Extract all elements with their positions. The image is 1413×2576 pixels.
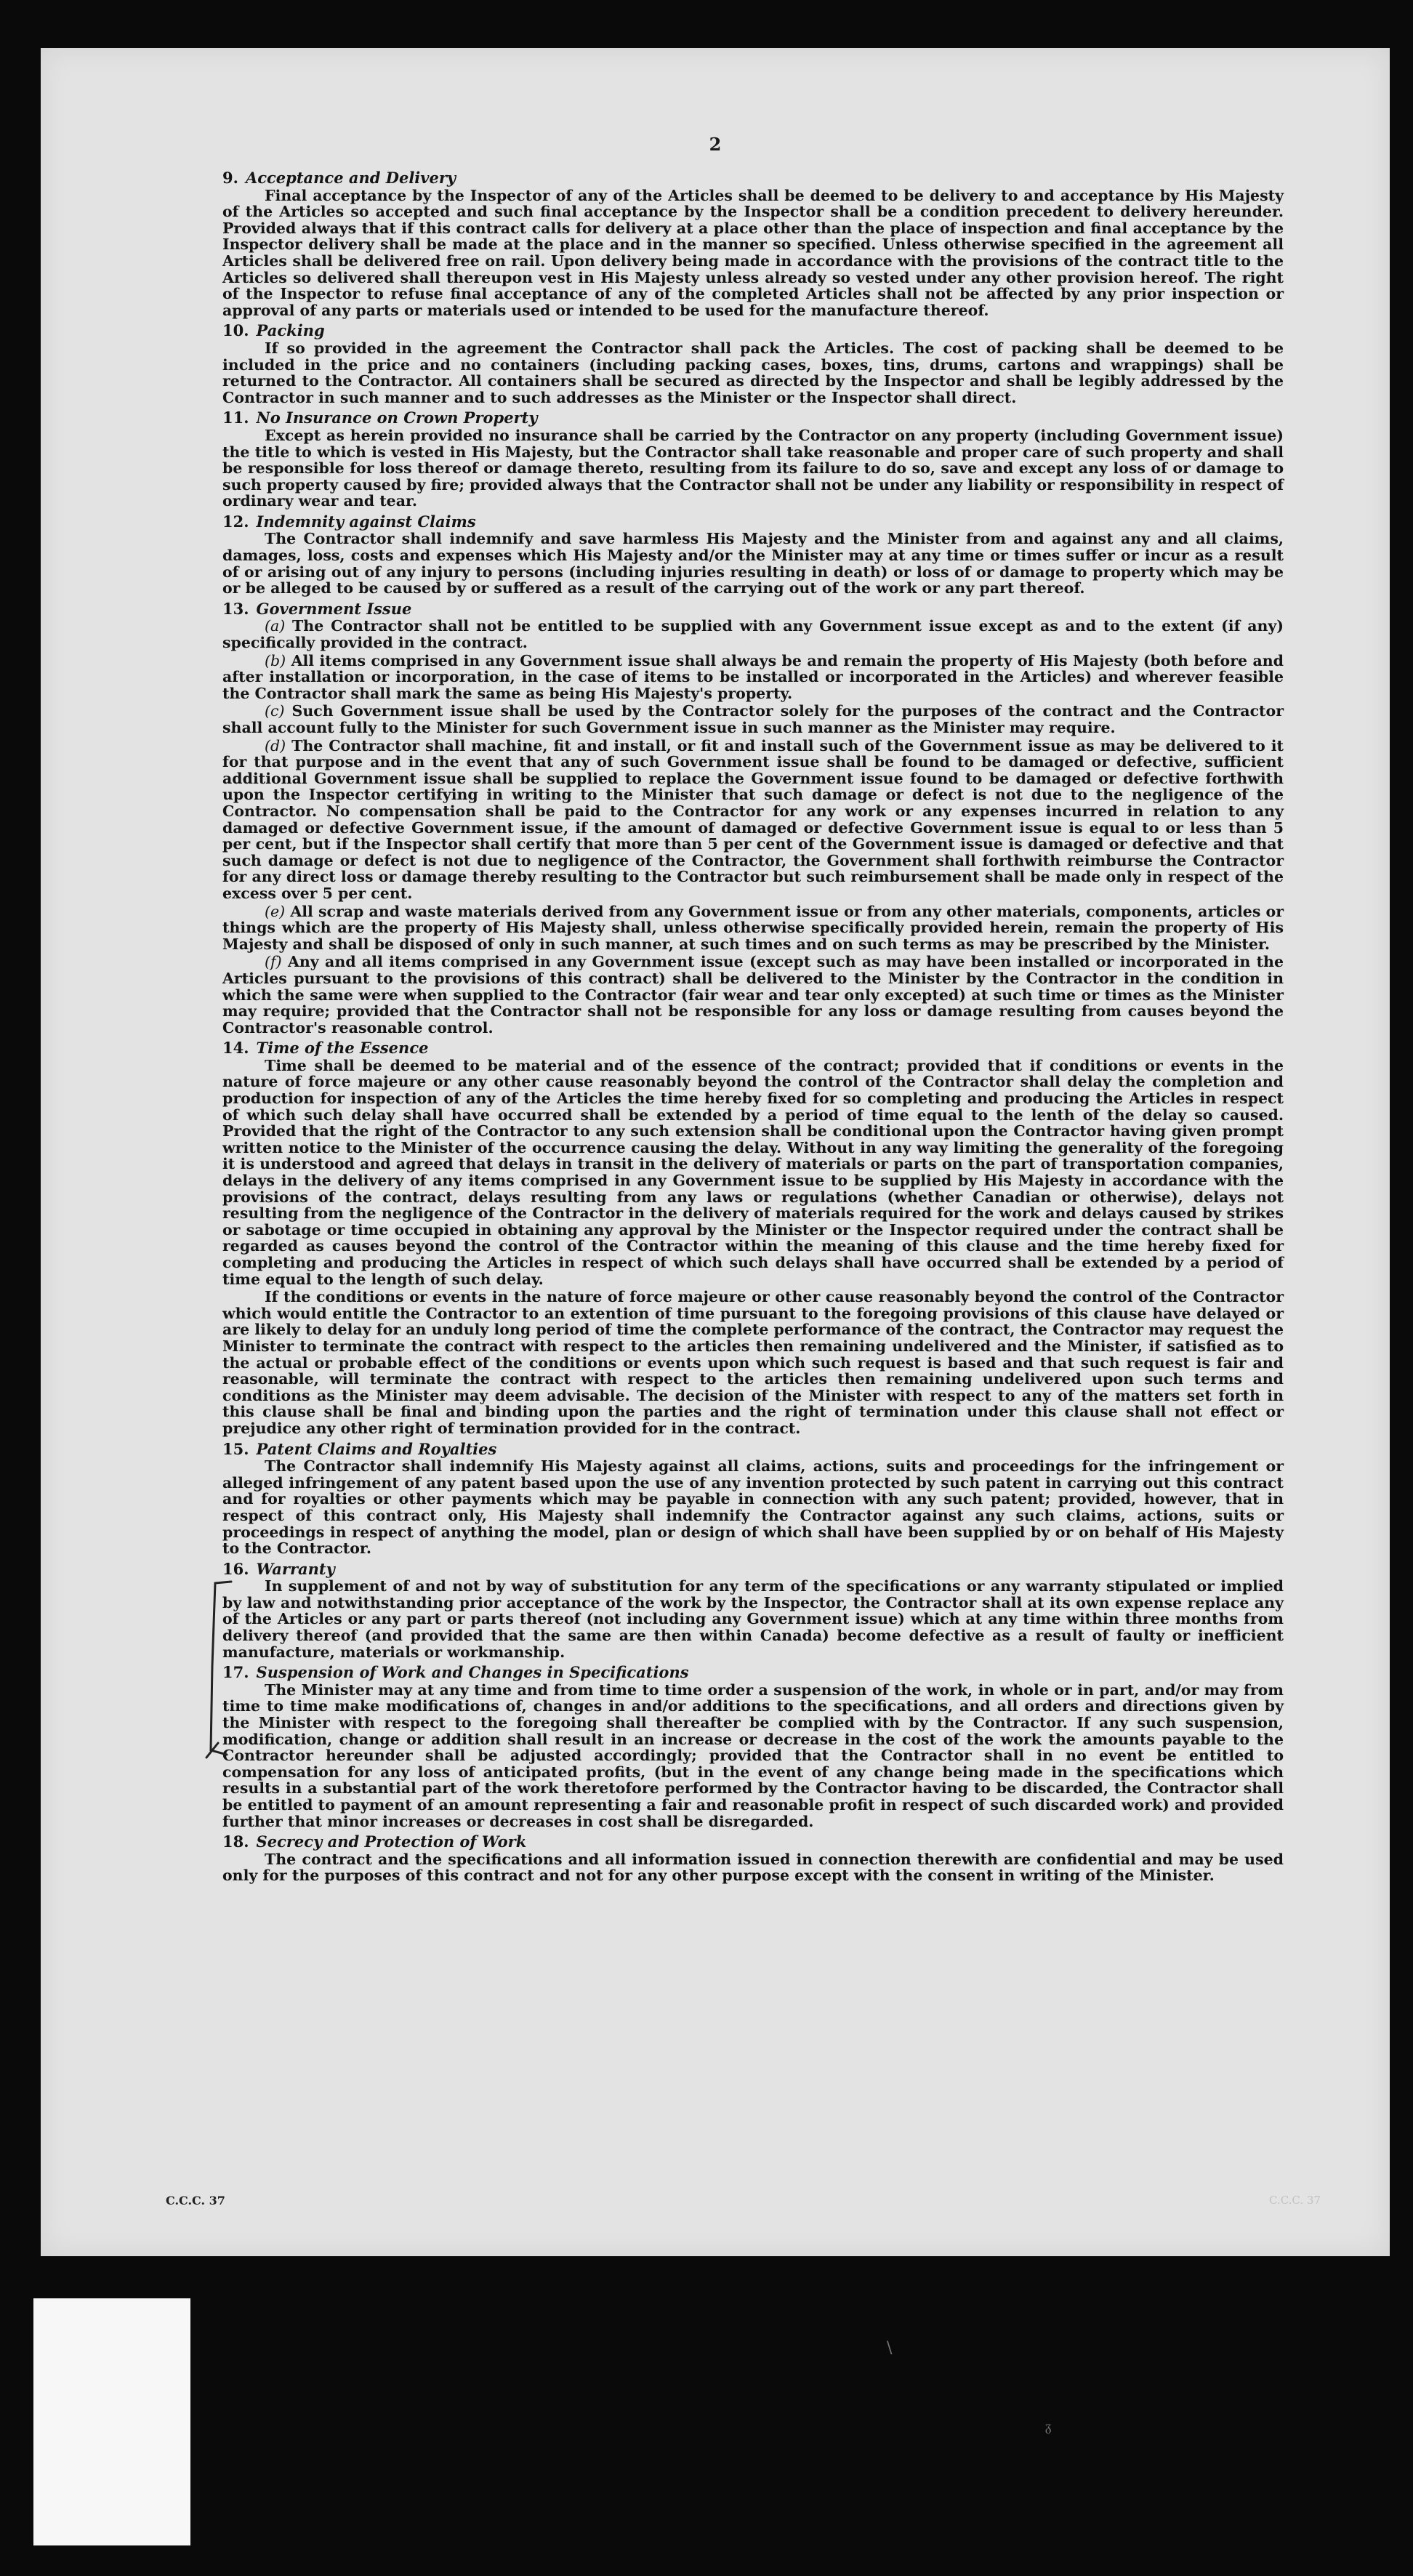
paragraph-text: All items comprised in any Government issue shall always be and remain the property of His Majesty (both before and after installation or incorporation, in the case of items to be installed or incorporated in the Articles) and wherever feasible the Contractor shall mark the same as being His Majesty's property. (222, 651, 1284, 702)
contract-conditions-text (222, 170, 1284, 1888)
clause-number: 17. (222, 1663, 249, 1682)
clause-title: Time of the Essence (256, 1039, 429, 1058)
clause-12 (222, 514, 1284, 597)
clause-paragraph (222, 703, 1284, 736)
clause-title: Indemnity against Claims (256, 512, 476, 531)
clause-paragraph (222, 1058, 1284, 1287)
margin-bracket-mark (202, 1579, 237, 1759)
clause-paragraph (222, 653, 1284, 702)
paragraph-text: In supplement of and not by way of substitution for any term of the specifications or any warranty stipulated or implied by law and notwithstanding prior acceptance of the work by the Inspector, the Contractor shall at its own expense replace any of the Articles or any part or parts thereof (not including any Government issue) which at any time within three months from delivery thereof (and provided that the same are then within Canada) become defective as a result of faulty or inefficient manufacture, materials or workmanship. (222, 1577, 1284, 1661)
clause-heading (222, 170, 1284, 187)
clause-number: 16. (222, 1559, 249, 1578)
clause-title: Suspension of Work and Changes in Specifications (256, 1663, 689, 1682)
paragraph-text: The Contractor shall machine, fit and install, or fit and install such of the Government issue as may be delivered to it for that purpose and in the event that any of such Government issue shall be found to be damaged or defective, sufficient additional Government issue shall be supplied to replace the Government issue found to be damaged or defective forthwith upon the Inspector certifying in writing to the Minister that such damage or defect is not due to the negligence of the Contractor. No compensation shall be paid to the Contractor for any work or any expenses incurred in relation to any damaged or defective Government issue, if the amount of damaged or defective Government issue is equal to or less than 5 per cent, but if the Inspector shall certify that more than 5 per cent of the Government issue is damaged or defective and that such damage or defect is not due to negligence of the Contractor, the Government shall forthwith reimburse the Contractor for any direct loss or damage thereby resulting to the Contractor but such reimbursement shall be made only in respect of the excess over 5 per cent. (222, 736, 1284, 902)
paragraph-text: The Contractor shall indemnify and save harmless His Majesty and the Minister from and against any and all claims, damages, loss, costs and expenses which His Majesty and/or the Minister may at any time or times suffer or incur as a result of or arising out of any injury to persons (including injuries resulting in death) or loss of or damage to property which may be or be alleged to be caused by or suffered as a result of the carrying out of the work or any part thereof. (222, 530, 1284, 597)
clause-paragraph (222, 1682, 1284, 1830)
clause-16 (222, 1561, 1284, 1661)
clause-paragraph (222, 1851, 1284, 1884)
clause-heading (222, 323, 1284, 339)
clause-title: No Insurance on Crown Property (256, 408, 538, 427)
clause-number: 18. (222, 1832, 249, 1851)
clause-paragraph (222, 188, 1284, 319)
clause-title: Secrecy and Protection of Work (256, 1832, 527, 1851)
clause-paragraph (222, 954, 1284, 1036)
subclause-label: (a) (265, 617, 286, 635)
clause-paragraph (222, 1458, 1284, 1557)
paragraph-text: Such Government issue shall be used by the Contractor solely for the purposes of the contract and the Contractor shall account fully to the Minister for such Government issue in such manner as the Minister may require. (222, 702, 1284, 736)
clause-heading (222, 601, 1284, 618)
clause-10 (222, 323, 1284, 406)
dust-speck: \ (887, 2339, 893, 2357)
clause-paragraph (222, 427, 1284, 510)
clause-9 (222, 170, 1284, 318)
clause-heading (222, 514, 1284, 531)
clause-title: Acceptance and Delivery (245, 169, 456, 187)
clause-paragraph (222, 618, 1284, 651)
clause-number: 15. (222, 1439, 249, 1458)
paragraph-text: If the conditions or events in the nature of force majeure or other cause reasonably beyond the control of the Contractor which would entitle the Contractor to an extention of time pursuant to the foregoing provisions of this clause have delayed or are likely to delay for an unduly long period of time the complete performance of the contract, the Contractor may request the Minister to terminate the contract with respect to the articles then remaining undelivered and the Minister, if satisfied as to the actual or probable effect of the conditions or events upon which such request is based and that such request is fair and reasonable, will terminate the contract with respect to the articles then remaining undelivered upon such terms and conditions as the Minister may deem advisable. The decision of the Minister with respect to any of the matters set forth in this clause shall be final and binding upon the parties and the right of termination under this clause shall not effect or prejudice any other right of termination provided for in the contract. (222, 1288, 1284, 1437)
clause-title: Packing (256, 321, 325, 340)
page-number: 2 (709, 134, 722, 155)
paragraph-text: The Contractor shall indemnify His Majesty against all claims, actions, suits and proceedings for the infringement or alleged infringement of any patent based upon the use of any invention protected by such patent in carrying out this contract and for royalties or other payments which may be payable in connection with any such patent; provided, however, that in respect of this contract only, His Majesty shall indemnify the Contractor against any such claims, actions, suits or proceedings in respect of anything the model, plan or design of which shall have been supplied by or on behalf of His Majesty to the Contractor. (222, 1457, 1284, 1558)
subclause-label: (c) (265, 702, 285, 720)
clause-number: 12. (222, 512, 249, 531)
clause-number: 10. (222, 321, 249, 340)
clause-title: Patent Claims and Royalties (256, 1439, 497, 1458)
clause-11 (222, 410, 1284, 510)
clause-heading (222, 1040, 1284, 1057)
paragraph-text: If so provided in the agreement the Contractor shall pack the Articles. The cost of packing shall be deemed to be included in the price and no containers (including packing cases, boxes, tins, drums, cartons and wrappings) shall be returned to the Contractor. All containers shall be secured as directed by the Inspector and shall be legibly addressed by the Contractor in such manner and to such addresses as the Minister or the Inspector shall direct. (222, 339, 1284, 406)
clause-paragraph (222, 1578, 1284, 1660)
clause-number: 14. (222, 1039, 249, 1058)
clause-14 (222, 1040, 1284, 1436)
paragraph-text: Any and all items comprised in any Government issue (except such as may have been installed or incorporated in the Articles pursuant to the provisions of this contract) shall be delivered to the Minister by the Contractor in the condition in which the same were when supplied to the Contractor (fair wear and tear only excepted) at such time or times as the Minister may require; provided that the Contractor shall not be responsible for any loss or damage resulting from causes beyond the Contractor's reasonable control. (222, 953, 1284, 1037)
subclause-label: (e) (265, 902, 286, 920)
faint-form-code-bleed: C.C.C. 37 (1269, 2194, 1321, 2207)
clause-heading (222, 1834, 1284, 1851)
clause-number: 9. (222, 169, 238, 187)
paragraph-text: The Minister may at any time and from time to time order a suspension of the work, in whole or in part, and/or may from time to time make modifications of, changes in and/or additions to the specifications, and all orders and directions given by the Minister with respect to the foregoing shall thereafter be complied with by the Contractor. If any such suspension, modification, change or addition shall result in an increase or decrease in the cost of the work the amounts payable to the Contractor hereunder shall be adjusted accordingly; provided that the Contractor shall in no event be entitled to compensation for any loss of anticipated profits, (but in the event of any change being made in the specifications which results in a substantial part of the work theretofore performed by the Contractor having to be discarded, the Contractor shall be entitled to payment of an amount representing a fair and reasonable profit in respect of such discarded work) and provided further that minor increases or decreases in cost shall be disregarded. (222, 1681, 1284, 1830)
clause-17 (222, 1665, 1284, 1830)
clause-title: Warranty (256, 1559, 335, 1578)
clause-paragraph (222, 738, 1284, 902)
paragraph-text: All scrap and waste materials derived from any Government issue or from any other materials, components, articles or things which are the property of His Majesty shall, unless otherwise specifically provided herein, remain the property of His Majesty and shall be disposed of only in such manner, at such times and on such terms as may be prescribed by the Minister. (222, 902, 1284, 953)
paragraph-text: Time shall be deemed to be material and of the essence of the contract; provided that if conditions or events in the nature of force majeure or any other cause reasonably beyond the control of the Contractor shall delay the completion and production for inspection of any of the Articles the time hereby fixed for so completing and producing the Articles in respect of which such delay shall have occurred shall be extended by a period of time equal to the lenth of the delay so caused. Provided that the right of the Contractor to any such extension shall be conditional upon the Contractor having given prompt written notice to the Minister of the occurrence causing the delay. Without in any way limiting the generality of the foregoing it is understood and agreed that delays in transit in the delivery of materials or parts on the part of transportation companies, delays in the delivery of any items comprised in any Government issue to be supplied by His Majesty in accordance with the provisions of the contract, delays resulting from any laws or regulations (whether Canadian or otherwise), delays not resulting from the negligence of the Contractor in the delivery of materials required for the work and delays caused by strikes or sabotage or time occupied in obtaining any approval by the Minister or the Inspector required under the contract shall be regarded as causes beyond the control of the Contractor within the meaning of this clause and the time hereby fixed for completing and producing the Articles in respect of which such delays shall have occurred shall be extended by a period of time equal to the length of such delay. (222, 1056, 1284, 1288)
clause-13 (222, 601, 1284, 1036)
clause-heading (222, 1665, 1284, 1681)
clause-paragraph (222, 1289, 1284, 1436)
scanned-page (41, 48, 1390, 2256)
white-card-fragment (33, 2298, 190, 2545)
paragraph-text: Final acceptance by the Inspector of any of the Articles shall be deemed to be delivery to and acceptance by His Majesty of the Articles so accepted and such final acceptance by the Inspector shall be a condition precedent to delivery hereunder. Provided always that if this contract calls for delivery at a place other than the place of inspection and final acceptance by the Inspector delivery shall be made at the place and in the manner so specified. Unless otherwise specified in the agreement all Articles shall be delivered free on rail. Upon delivery being made in accordance with the provisions of the contract title to the Articles so delivered shall thereupon vest in His Majesty unless already so vested under any other provision hereof. The right of the Inspector to refuse final acceptance of any of the completed Articles shall not be affected by any prior inspection or approval of any parts or materials used or intended to be used for the manufacture thereof. (222, 186, 1284, 319)
subclause-label: (d) (265, 736, 286, 754)
clause-heading (222, 410, 1284, 427)
dust-speck: ᵹ (1045, 2419, 1052, 2434)
clause-heading (222, 1561, 1284, 1578)
clause-paragraph (222, 531, 1284, 596)
clause-number: 11. (222, 408, 249, 427)
clause-number: 13. (222, 599, 249, 618)
clause-heading (222, 1441, 1284, 1458)
clause-paragraph (222, 903, 1284, 953)
paragraph-text: The Contractor shall not be entitled to be supplied with any Government issue except as and to the extent (if any) specifically provided in the contract. (222, 617, 1284, 652)
clause-18 (222, 1834, 1284, 1884)
subclause-label: (f) (265, 953, 282, 971)
subclause-label: (b) (265, 651, 286, 669)
clause-title: Government Issue (256, 599, 412, 618)
clause-paragraph (222, 340, 1284, 406)
form-code: C.C.C. 37 (166, 2194, 225, 2207)
paragraph-text: Except as herein provided no insurance shall be carried by the Contractor on any property (including Government issue) the title to which is vested in His Majesty, but the Contractor shall take reasonable and proper care of such property and shall be responsible for loss thereof or damage thereto, resulting from its failure to do so, save and except any loss of or damage to such property caused by fire; provided always that the Contractor shall not be under any liability or responsibility in respect of ordinary wear and tear. (222, 426, 1284, 510)
paragraph-text: The contract and the specifications and all information issued in connection therewith are confidential and may be used only for the purposes of this contract and not for any other purpose except with the consent in writing of the Minister. (222, 1850, 1284, 1885)
clause-15 (222, 1441, 1284, 1557)
